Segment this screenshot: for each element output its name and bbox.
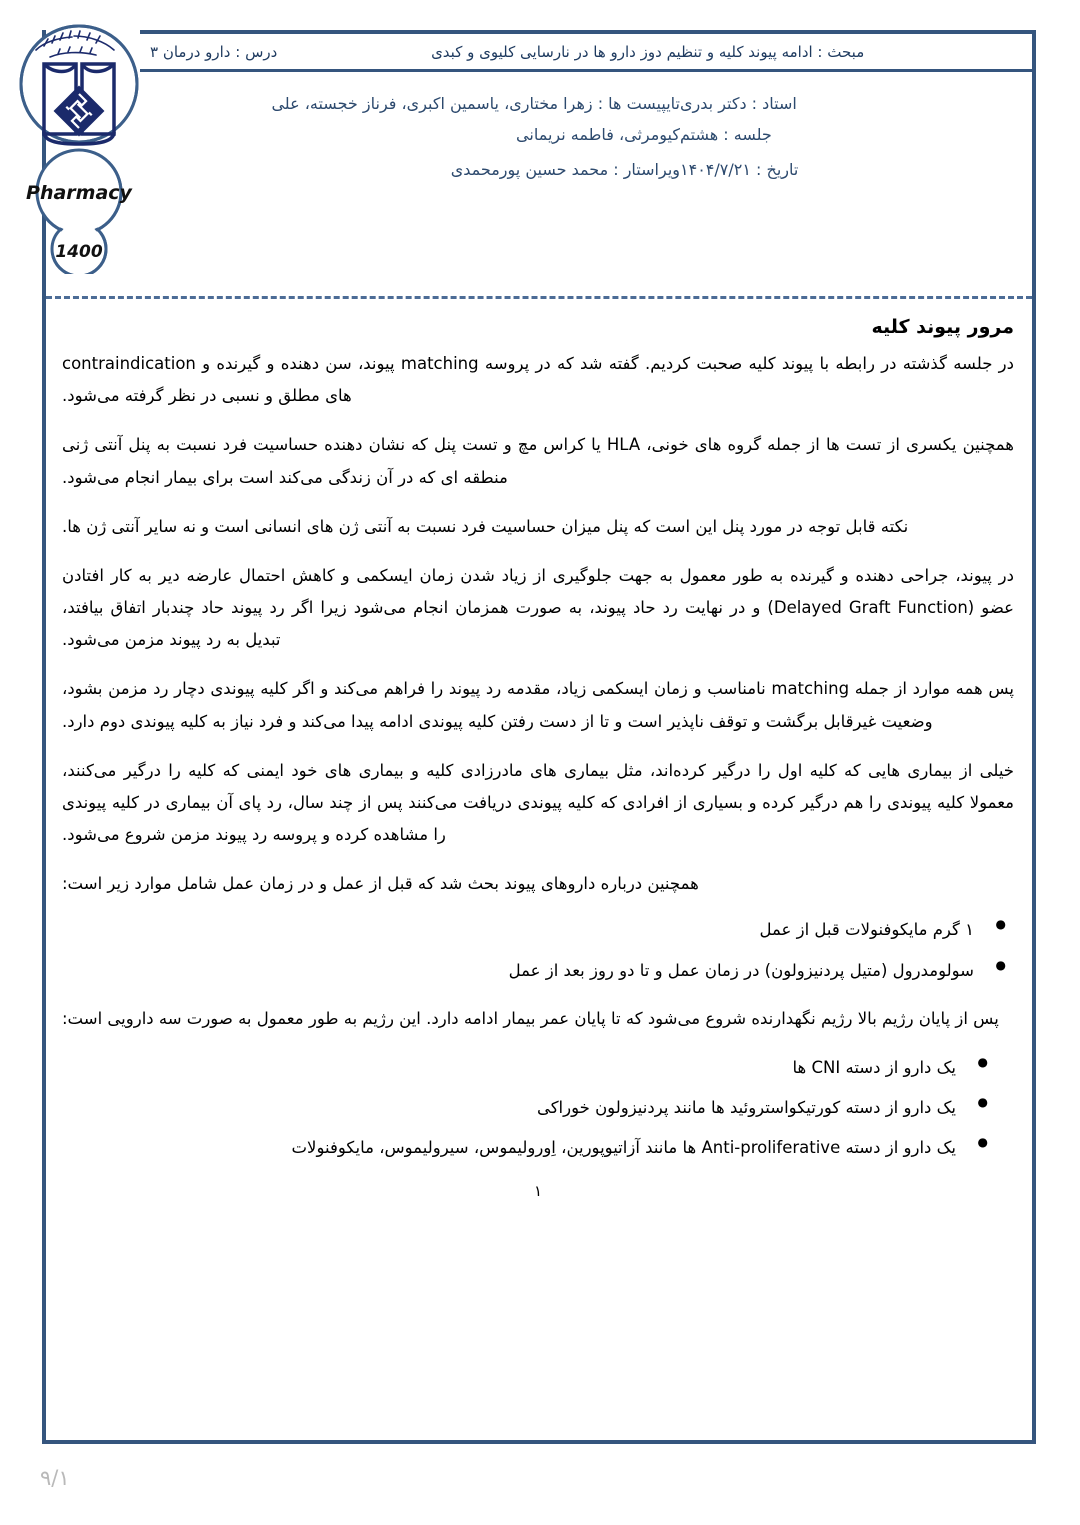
- paragraph-3: نکته قابل توجه در مورد پنل این است که پنل میزان حساسیت فرد نسبت به آنتی ژن های انسانی است و نه سایر آنتی ژن ها.: [62, 516, 909, 536]
- paragraph-1: در جلسه گذشته در رابطه با پیوند کلیه صحبت کردیم. گفته شد که در پروسه matching پیوند، سن دهنده و گیرنده و contraindication های مطلق و نسبی در نظر گرفته می‌شود.: [62, 354, 1014, 406]
- paragraph-2: همچنین یکسری از تست ها از جمله گروه های خونی، HLA یا کراس مچ و تست پنل که نشان دهنده حساسیت فرد نسبت به پنل آنتی ژنی منطقه ای که در آن زندگی می‌کند است برای بیمار انجام می‌شود.: [62, 435, 1014, 487]
- paragraph-6: خیلی از بیماری هایی که کلیه اول را درگیر کرده‌اند، مثل بیماری های مادرزادی کلیه و بیماری های خود ایمنی که کلیه را درگیر می‌کنند، معمولا کلیه پیوندی را هم درگیر کرده و بسیاری از افرادی که کلیه پیوندی دریافت می‌کنند پس از چند سال، رد پای آن بیماری در کلیه پیوندی را مشاهده کرده و پروسه رد پیوند مزمن شروع می‌شود.: [62, 760, 1014, 845]
- meta-date: تاریخ : ۱۴۰۴/۷/۲۱: [680, 159, 799, 179]
- list-item: ● یک دارو از دسته CNI ها: [62, 1052, 1014, 1084]
- meta-editor: ویراستار : محمد حسین پورمحمدی: [450, 159, 680, 179]
- header-course-label: درس : دارو درمان ۳: [150, 42, 278, 61]
- lecture-body: [62, 316, 1014, 1200]
- meta-typists-line1: تایپیست ها : زهرا مختاری، یاسمین اکبری، فرناز خجسته، علی: [271, 94, 680, 113]
- page-counter: ۹/۱: [40, 1466, 70, 1490]
- logo-bottom-label: 1400: [55, 242, 103, 262]
- meta-session: جلسه : هشتم: [680, 124, 772, 144]
- meta-typists-line2: کیومرثی، فاطمه نریمانی: [516, 124, 680, 144]
- meta-row-editor-date: [150, 158, 1030, 183]
- paragraph-4: در پیوند، جراحی دهنده و گیرنده به طور معمول به جهت جلوگیری از زیاد شدن زمان ایسکمی و کاهش احتمال عارضه دیر به کار افتادن عضو (Delayed Graft Function) و در نهایت رد حاد پیوند، به صورت همزمان انجام می‌شود زیرا اگر رد پیوند حاد چندبار اتفاق بیافتد، تبدیل به رد پیوند مزمن می‌شود.: [62, 565, 1014, 650]
- paragraph-5: پس همه موارد از جمله matching نامناسب و زمان ایسکمی زیاد، مقدمه رد پیوند را فراهم می‌کند و اگر کلیه پیوندی دچار رد مزمن بشود، وضعیت غیرقابل برگشت و توقف ناپذیر است و تا از دست رفتن کلیه پیوندی ادامه پیدا می‌کند و فرد نیاز به کلیه پیوندی دوم دارد.: [62, 679, 1014, 731]
- paragraph-7: همچنین درباره داروهای پیوند بحث شد که قبل از عمل و در زمان عمل شامل موارد زیر است:: [62, 874, 699, 894]
- list-item: ● سولومدرول (متیل پردنیزولون) در زمان عمل و تا دو روز بعد از عمل: [62, 955, 1014, 987]
- list-item: ● یک دارو از دسته Anti-proliferative ها مانند آزاتیوپورین، اِورولیموس، سیرولیموس، مایکوفنولات: [62, 1132, 1014, 1164]
- page-number: ۱: [533, 1182, 543, 1201]
- document-header-row: [140, 34, 1032, 72]
- section-title: مرور پیوند کلیه: [871, 316, 1014, 338]
- meta-row-typists-professor: [150, 92, 1030, 117]
- list-item: ● ۱ گرم مایکوفنولات قبل از عمل: [62, 914, 1014, 946]
- document-meta-block: [150, 92, 1030, 192]
- maintenance-drug-list: [62, 1052, 1014, 1165]
- logo-middle-label: Pharmacy: [26, 182, 132, 204]
- list-item: ● یک دارو از دسته کورتیکواستروئید ها مانند پردنیزولون خوراکی: [62, 1092, 1014, 1124]
- maintenance-intro-paragraph: پس از پایان رژیم بالا رژیم نگهدارنده شروع می‌شود که تا پایان عمر بیمار ادامه دارد. این رژیم به طور معمول به صورت سه دارویی است:: [62, 1008, 999, 1028]
- meta-professor: استاد : دکتر بدری: [680, 94, 797, 113]
- header-topic-label: مبحث : ادامه پیوند کلیه و تنظیم دوز دارو ها در نارسایی کلیوی و کبدی: [431, 42, 865, 61]
- meta-row-typists-session: [150, 123, 1030, 148]
- header-body-divider: [46, 296, 1032, 299]
- university-pharmacy-logo: [14, 14, 144, 274]
- preop-drug-list: [62, 914, 1014, 986]
